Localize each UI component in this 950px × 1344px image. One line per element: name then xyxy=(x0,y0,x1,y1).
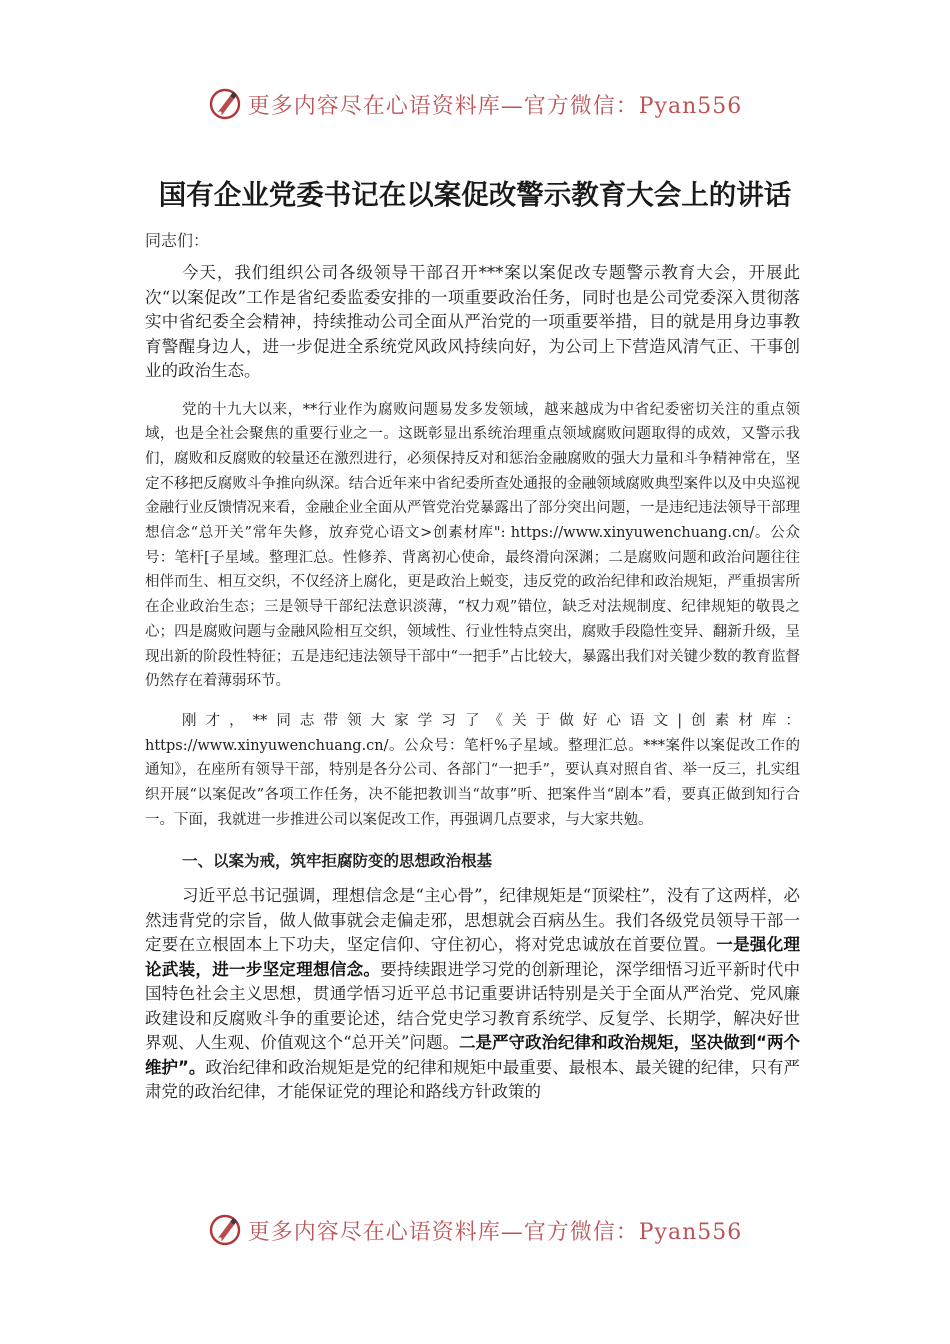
watermark-text: 更多内容尽在心语资料库—官方微信：Pyan556 xyxy=(247,93,743,119)
watermark-banner-top xyxy=(0,84,950,124)
greeting: 同志们： xyxy=(145,231,210,250)
paragraph-4 xyxy=(145,884,800,1105)
paragraph-4-text-a: 习近平总书记强调，理想信念是“主心骨”，纪律规矩是“顶梁柱”，没有了这两样，必然违背党的宗旨，做人做事就会走偏走邪，思想就会百病丛生。我们各级党员领导干部一定要在立根固本上下功夫，坚定信仰、守住初心，将对党忠诚放在首要位置。 xyxy=(145,886,800,955)
pen-nib-logo-icon xyxy=(208,87,242,121)
document-body xyxy=(145,228,800,1105)
paragraph-2: 党的十九大以来，**行业作为腐败问题易发多发领域，越来越成为中省纪委密切关注的重点领域，也是全社会聚焦的重要行业之一。这既彰显出系统治理重点领域腐败问题取得的成效，又警示我们，腐败和反腐败的较量还在激烈进行，必须保持反对和惩治金融腐败的强大力量和斗争精神常在，坚定不移把反腐败斗争推向纵深。结合近年来中省纪委所查处通报的金融领域腐败典型案件以及中央巡视金融行业反馈情况来看，金融企业全面从严管党治党暴露出了部分突出问题，一是违纪违法领导干部理想信念“总开关”常年失修，放弃党心语文>创素材库": https://www.xinyuwenchuang.cn/。公众号：笔杆[子星域。整理汇总。性修养、背离初心使命，最终滑向深渊；二是腐败问题和政治问题往往相伴而生、相互交织，不仅经济上腐化，更是政治上蜕变，违反党的政治纪律和政治规矩，严重损害所在企业政治生态；三是领导干部纪法意识淡薄，“权力观”错位，缺乏对法规制度、纪律规矩的敬畏之心；四是腐败问题与金融风险相互交织，领域性、行业性特点突出，腐败手段隐性变异、翻新升级，呈现出新的阶段性特征；五是违纪违法领导干部中“一把手”占比较大，暴露出我们对关键少数的教育监督仍然存在着薄弱环节。 xyxy=(145,401,800,690)
pen-nib-logo-icon xyxy=(208,1213,242,1247)
paragraph-4-bold-point-2: 二是严守政治纪律和政治规矩，坚决做到“两个维护”。 xyxy=(145,1033,800,1077)
watermark-banner-bottom xyxy=(0,1210,950,1250)
watermark-text: 更多内容尽在心语资料库—官方微信：Pyan556 xyxy=(247,1219,743,1245)
document-title: 国有企业党委书记在以案促改警示教育大会上的讲话 xyxy=(158,179,792,211)
paragraph-1: 今天，我们组织公司各级领导干部召开***案以案促改专题警示教育大会，开展此次“以案促改”工作是省纪委监委安排的一项重要政治任务，同时也是公司党委深入贯彻落实中省纪委全会精神，持续推动公司全面从严治党的一项重要举措，目的就是用身边事教育警醒身边人，进一步促进全系统党风政风持续向好，为公司上下营造风清气正、干事创业的政治生态。 xyxy=(145,263,800,380)
paragraph-4-text-e: 政治纪律和政治规矩是党的纪律和规矩中最重要、最根本、最关键的纪律，只有严肃党的政治纪律，才能保证党的理论和路线方针政策的 xyxy=(145,1057,800,1102)
section-heading-1: 一、以案为戒，筑牢拒腐防变的思想政治根基 xyxy=(182,852,493,871)
paragraph-4-bold-point-1: 一是强化理论武装，进一步坚定理想信念。 xyxy=(145,935,801,979)
paragraph-4-text-c: 要持续跟进学习党的创新理论，深学细悟习近平新时代中国特色社会主义思想，贯通学悟习近平总书记重要讲话特别是关于全面从严治党、党风廉政建设和反腐败斗争的重要论述，结合党史学习教育系统学、反复学、长期学，解决好世界观、人生观、价值观这个“总开关”问题。 xyxy=(145,959,801,1053)
paragraph-3: 刚才，**同志带领大家学习了《关于做好心语文|创素材库：https://www.xinyuwenchuang.cn/。公众号：笔杆%子星域。整理汇总。***案件以案促改工作的通知》，在座所有领导干部，特别是各分公司、各部门“一把手”，要认真对照自省、举一反三，扎实组织开展“以案促改”各项工作任务，决不能把教训当“故事”听、把案件当“剧本”看，要真正做到知行合一。下面，我就进一步推进公司以案促改工作，再强调几点要求，与大家共勉。 xyxy=(145,712,800,828)
